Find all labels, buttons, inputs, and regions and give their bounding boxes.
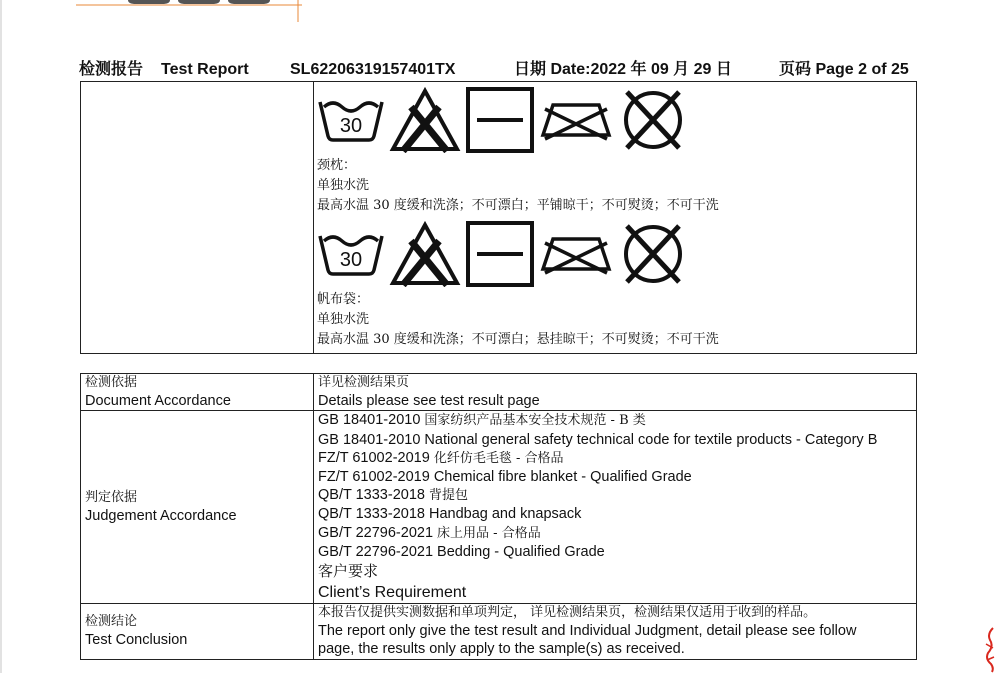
report-info-table <box>80 373 917 660</box>
page-edge <box>0 0 2 673</box>
company-logo-fragment <box>76 0 302 22</box>
report-number: SL62206319157401TX <box>290 61 456 78</box>
column-divider <box>313 82 314 353</box>
test-conclusion-value: 本报告仅提供实测数据和单项判定， 详见检测结果页，检测结果仅适用于收到的样品。 The report only give the test result and Individual Judgment, detail please see follow page, the results only apply to the sample(s) as received. <box>314 604 917 660</box>
dry-flat-icon <box>465 86 535 154</box>
care-symbols-row <box>317 84 907 156</box>
standard-entry: GB 18401-2010 国家纺织产品基本安全技术规范 - B 类 <box>318 412 646 429</box>
document-accordance-value: 详见检测结果页 Details please see test result page <box>314 374 917 411</box>
care-wash-method: 单独水洗 <box>317 312 370 327</box>
care-instructions: 最高水温 30 度缓和洗涤；不可漂白；平铺晾干；不可熨烫；不可干洗 <box>317 198 719 213</box>
care-label-section <box>80 81 917 354</box>
svg-text:30: 30 <box>339 249 363 271</box>
judgement-standards-list <box>314 411 917 604</box>
standard-entry: QB/T 1333-2018 背提包 <box>318 487 468 504</box>
no-dry-clean-icon <box>617 220 689 288</box>
document-accordance-label: 检测依据 Document Accordance <box>81 374 314 411</box>
svg-text:30: 30 <box>339 115 363 137</box>
wash-30-icon <box>317 224 385 284</box>
care-label-content <box>317 84 907 350</box>
page-number: 页码 Page 2 of 25 <box>779 61 909 78</box>
dry-flat-icon <box>465 220 535 288</box>
no-bleach-icon <box>389 87 461 153</box>
standard-entry: FZ/T 61002-2019 化纤仿毛毛毯 - 合格品 <box>318 449 564 466</box>
test-conclusion-label: 检测结论 Test Conclusion <box>81 604 314 660</box>
care-block-canvas-bag <box>317 218 907 350</box>
standard-entry: GB/T 22796-2021 床上用品 - 合格品 <box>318 524 541 541</box>
report-title-en: Test Report <box>161 61 249 78</box>
wash-30-icon <box>317 90 385 150</box>
care-item-name: 颈枕： <box>317 158 357 173</box>
no-iron-icon <box>539 229 613 279</box>
no-dry-clean-icon <box>617 86 689 154</box>
standard-entry: GB/T 22796-2021 Bedding - Qualified Grade <box>318 543 605 560</box>
client-requirement-cn: 客户要求 <box>318 562 379 581</box>
client-requirement-en: Client’s Requirement <box>318 584 467 602</box>
care-item-name: 帆布袋： <box>317 292 370 307</box>
no-bleach-icon <box>389 221 461 287</box>
care-instructions: 最高水温 30 度缓和洗涤；不可漂白；悬挂晾干；不可熨烫；不可干洗 <box>317 332 719 347</box>
care-symbols-row <box>317 218 907 290</box>
standard-entry: QB/T 1333-2018 Handbag and knapsack <box>318 506 582 523</box>
standard-entry: FZ/T 61002-2019 Chemical fibre blanket - Qualified Grade <box>318 469 692 486</box>
test-conclusion-row <box>81 604 917 660</box>
judgement-accordance-row <box>81 411 917 604</box>
no-iron-icon <box>539 95 613 145</box>
judgement-accordance-label: 判定依据 Judgement Accordance <box>81 411 314 604</box>
care-wash-method: 单独水洗 <box>317 178 370 193</box>
document-accordance-row <box>81 374 917 411</box>
report-title-cn: 检测报告 <box>79 61 144 78</box>
care-block-neck-pillow <box>317 84 907 216</box>
red-stamp-fragment <box>984 626 995 673</box>
report-date: 日期 Date:2022 年 09 月 29 日 <box>514 61 732 78</box>
report-header <box>79 59 917 81</box>
standard-entry: GB 18401-2010 National general safety technical code for textile products - Category B <box>318 431 878 448</box>
